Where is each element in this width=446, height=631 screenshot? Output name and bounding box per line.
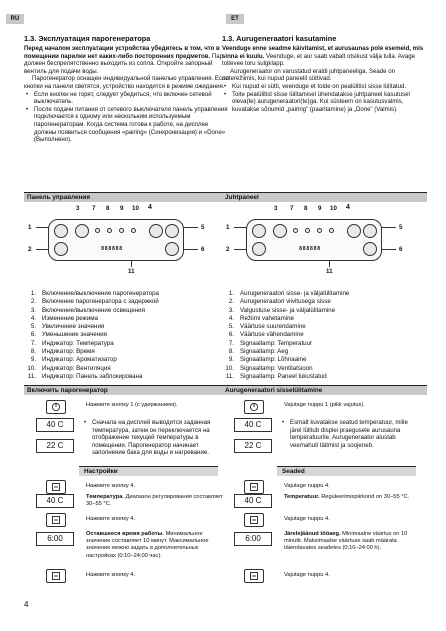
ru-on-bullet: • Сначала на дисплей выводится заданная температура, затем он переключается на отображение текущей температуры в помещении. Парогенератор начинает заполнение бака для воды и нагревание. (82, 419, 222, 457)
list-item: 7. Индикатор: Температура (30, 339, 114, 347)
ru-intro-bold: Перед началом эксплуатации устройства убедитесь в том, что в помещении парилки нет каких-либо посторонних предметов. (24, 45, 220, 60)
list-item: 4. Изменение режима (30, 314, 98, 322)
delay-button[interactable] (252, 242, 266, 256)
list-item: 8. Signaallamp: Aeg (228, 348, 289, 356)
et-step-mode-2 (222, 512, 427, 530)
label-1: 1 (28, 224, 32, 231)
temp-lamp (293, 228, 298, 233)
label-1: 1 (226, 224, 230, 231)
lang-tab-et: ET (226, 14, 244, 24)
minus-button[interactable] (363, 242, 377, 256)
ru-press4-text: Нажмите кнопку 4. (86, 572, 136, 578)
aroma-lamp (119, 228, 124, 233)
mode-icon (244, 513, 264, 527)
aroma-lamp (317, 228, 322, 233)
temp-lamp (95, 228, 100, 233)
et-panel-header: Juhtpaneel (222, 192, 427, 202)
label-11: 11 (326, 268, 333, 275)
label-5: 5 (201, 224, 205, 231)
et-intro-rest: Veenduge, et aur saab vabalt otsikust välja tulla. Avage toitevee toru sulgklapp. (222, 52, 415, 68)
list-item: 6. Уменьшение значения (30, 331, 107, 339)
steam-icon (46, 400, 66, 414)
ru-step-mode-3 (24, 568, 229, 586)
list-item: 11. Signaallamp: Paneel lukustatud (225, 372, 327, 380)
list-item: 7. Signaallamp: Temperatuur (228, 339, 313, 347)
lang-tab-ru: RU (6, 14, 24, 24)
ru-on-bullet-row (24, 416, 229, 464)
ru-on-header: Включить парогенератор (24, 385, 229, 395)
ru-step-on (24, 398, 229, 418)
temp-set-display: 40 C (234, 418, 272, 432)
leader-11 (329, 260, 330, 267)
list-item: 4. Režiimi vahetamine (228, 314, 294, 322)
time-lamp (107, 228, 112, 233)
panel-body (48, 219, 184, 261)
panel-display: 888888 (299, 246, 321, 252)
ru-time-row (24, 530, 229, 566)
mode-icon (46, 569, 66, 583)
ru-time-rest: Минимальное значение составляет 10 минут. Максимальное значение можно задать в дополнительных настройках (0:10–24:00 час). (86, 531, 209, 559)
ru-temp-bold: Температура. (86, 494, 124, 500)
temp-value-box: 40 C (36, 494, 74, 508)
list-item: 1. Включение/выключение парогенератора (30, 290, 159, 297)
et-temp-row (222, 492, 427, 512)
list-item: 8. Индикатор: Время (30, 348, 95, 356)
label-2: 2 (226, 246, 230, 253)
et-on-header: Aurugeneraatori sisselülitamine (222, 385, 427, 395)
et-paragraph: Aurugeneraator on varustatud eraldi juhtpaneeliga. Seade on ooterežiimis, kui nupud paneelil süttivad. (222, 67, 395, 83)
et-on-bullet-row (222, 416, 427, 464)
et-press4-text: Vajutage nuppu 4. (284, 516, 330, 522)
et-bullet: • Toite pealülitist sisse lülitamisel ühendatakse juhtpaneel kasutusel oleva(te) aurugeneraatori(te)ga. Kui süsteem on kasutusvalmis, kuvatakse sõnumid „pairing” (paaritamine) ja „Done” (Valmis). (222, 91, 427, 114)
et-section-title: 1.3. Aurugeneraatori kasutamine (222, 34, 337, 43)
label-6: 6 (399, 246, 403, 253)
et-intro (222, 34, 427, 113)
et-intro-bold: Veenduge enne seadme käivitamist, et aurusaunas pole esemeid, mis sinna ei kuulu. (222, 45, 424, 60)
mode-button[interactable] (347, 224, 361, 238)
label-4: 4 (148, 204, 152, 211)
temp-current-display: 22 C (234, 439, 272, 453)
label-2: 2 (28, 246, 32, 253)
label-11: 11 (128, 268, 135, 275)
panel-body (246, 219, 382, 261)
et-legend (222, 290, 427, 381)
et-temp-bold: Temperatuur. (284, 494, 320, 500)
label-6: 6 (201, 246, 205, 253)
label-10: 10 (132, 205, 139, 212)
page-number: 4 (24, 600, 29, 609)
list-item: 10. Индикатор: Вентиляция (27, 364, 111, 372)
label-8: 8 (106, 205, 110, 212)
label-7: 7 (290, 205, 294, 212)
et-control-panel-diagram (222, 203, 427, 283)
list-item: 5. Väärtuse suurendamine (228, 323, 306, 331)
mode-button[interactable] (149, 224, 163, 238)
light-button[interactable] (75, 224, 89, 238)
time-lamp (305, 228, 310, 233)
ru-temp-row (24, 492, 229, 512)
temp-value-box: 40 C (234, 494, 272, 508)
label-4: 4 (346, 204, 350, 211)
et-time-rest: Minimaalne väärtus on 10 minutit. Maksimaalse väärtuse saab määrata täiendavates seadetes (0:10–24:00 h). (284, 531, 408, 552)
list-item: 3. Valgustuse sisse- ja väljalülitamine (228, 306, 336, 314)
list-item: 6. Väärtuse vähendamine (228, 331, 304, 339)
delay-button[interactable] (54, 242, 68, 256)
et-time-bold: Järelejäänud tööaeg. (284, 531, 341, 537)
list-item: 9. Signaallamp: Lõhnaaine (228, 356, 307, 364)
time-value-box: 6:00 (36, 532, 74, 546)
minus-button[interactable] (165, 242, 179, 256)
et-press4-text: Vajutage nuppu 4. (284, 483, 330, 489)
label-8: 8 (304, 205, 308, 212)
time-value-box: 6:00 (234, 532, 272, 546)
label-7: 7 (92, 205, 96, 212)
leader-11 (131, 260, 132, 267)
label-9: 9 (120, 205, 124, 212)
plus-button[interactable] (363, 224, 377, 238)
fan-lamp (329, 228, 334, 233)
ru-bullet: • Если кнопки не горят, следует убедиться, что включен сетевой выключатель. (24, 91, 229, 106)
et-settings-header: Seaded (277, 466, 416, 476)
ru-intro (24, 34, 229, 144)
list-item: 3. Включение/выключение освещения (30, 306, 145, 314)
list-item: 10. Signaallamp: Ventilatsioon (225, 364, 313, 372)
ru-press4-text: Нажмите кнопку 4. (86, 483, 136, 489)
ru-temp-rest: Диапазон регулирования составляет 30–55 °C. (86, 494, 223, 508)
et-on-bullet: • Esmalt kuvatakse seatud temperatuur, mille järel lülitub displei praegusele aurusauna temperatuurile. Aurugeneraator alustab veemahuti täitmist ja soojeneb. (280, 419, 420, 449)
list-item: 5. Увеличение значения (30, 323, 105, 331)
list-item: 2. Aurugeneraatori viivitusega sisse (228, 298, 331, 306)
et-time-row (222, 530, 427, 566)
mode-icon (244, 569, 264, 583)
list-item: 9. Индикатор: Ароматизатор (30, 356, 117, 364)
temp-current-display: 22 C (36, 439, 74, 453)
ru-intro-rest: Пар должен беспрепятственно выходить из сопла. Откройте запорный вентиль для подачи воды. (24, 52, 224, 75)
fan-lamp (131, 228, 136, 233)
ru-settings-header: Настройки (79, 466, 218, 476)
steam-icon (244, 400, 264, 414)
list-item: 1. Aurugeneraatori sisse- ja väljalülitamine (228, 290, 350, 297)
ru-panel-header: Панель управления (24, 192, 229, 202)
panel-display: 888888 (101, 246, 123, 252)
label-3: 3 (274, 205, 278, 212)
ru-step-mode-2 (24, 512, 229, 530)
ru-time-bold: Оставшееся время работы. (86, 531, 164, 537)
power-button[interactable] (54, 224, 68, 238)
list-item: 11. Индикатор: Панель заблокирована (27, 372, 143, 380)
et-on-step-text: Vajutage nuppu 1 (pikk vajutus). (284, 402, 365, 408)
label-5: 5 (399, 224, 403, 231)
label-3: 3 (76, 205, 80, 212)
et-step-mode-3 (222, 568, 427, 586)
plus-button[interactable] (165, 224, 179, 238)
ru-bullet: • После подачи питания от сетевого выключателя панель управления подключается к одному или нескольким используемым парогенераторам. Когда система готова к работе, на дисплее должны появиться сообщения «pairing» (Синхронизация) и «Done» (Выполнено). (24, 106, 229, 144)
power-button[interactable] (252, 224, 266, 238)
ru-on-step-text: Нажмите кнопку 1 (с удержанием). (86, 402, 178, 408)
light-button[interactable] (273, 224, 287, 238)
temp-set-display: 40 C (36, 418, 74, 432)
et-bullet: • Kui nupud ei sütti, veenduge et toide on pealülitist sisse lülitatud. (222, 83, 427, 91)
ru-legend (24, 290, 229, 381)
mode-icon (46, 513, 66, 527)
list-item: 2. Включение парогенератора с задержкой (30, 298, 159, 306)
ru-section-title: 1.3. Эксплуатация парогенератора (24, 34, 151, 43)
et-step-on (222, 398, 427, 418)
et-press4-text: Vajutage nuppu 4. (284, 572, 330, 578)
label-9: 9 (318, 205, 322, 212)
ru-control-panel-diagram (24, 203, 229, 283)
et-temp-rest: Reguleerimispiirkond on 30–55 °C. (321, 494, 410, 500)
label-10: 10 (330, 205, 337, 212)
ru-paragraph: Парогенератор оснащен индивидуальной панелью управления. Если кнопки на панели светятся, устройство находится в режиме ожидания. (24, 75, 229, 90)
ru-press4-text: Нажмите кнопку 4. (86, 516, 136, 522)
